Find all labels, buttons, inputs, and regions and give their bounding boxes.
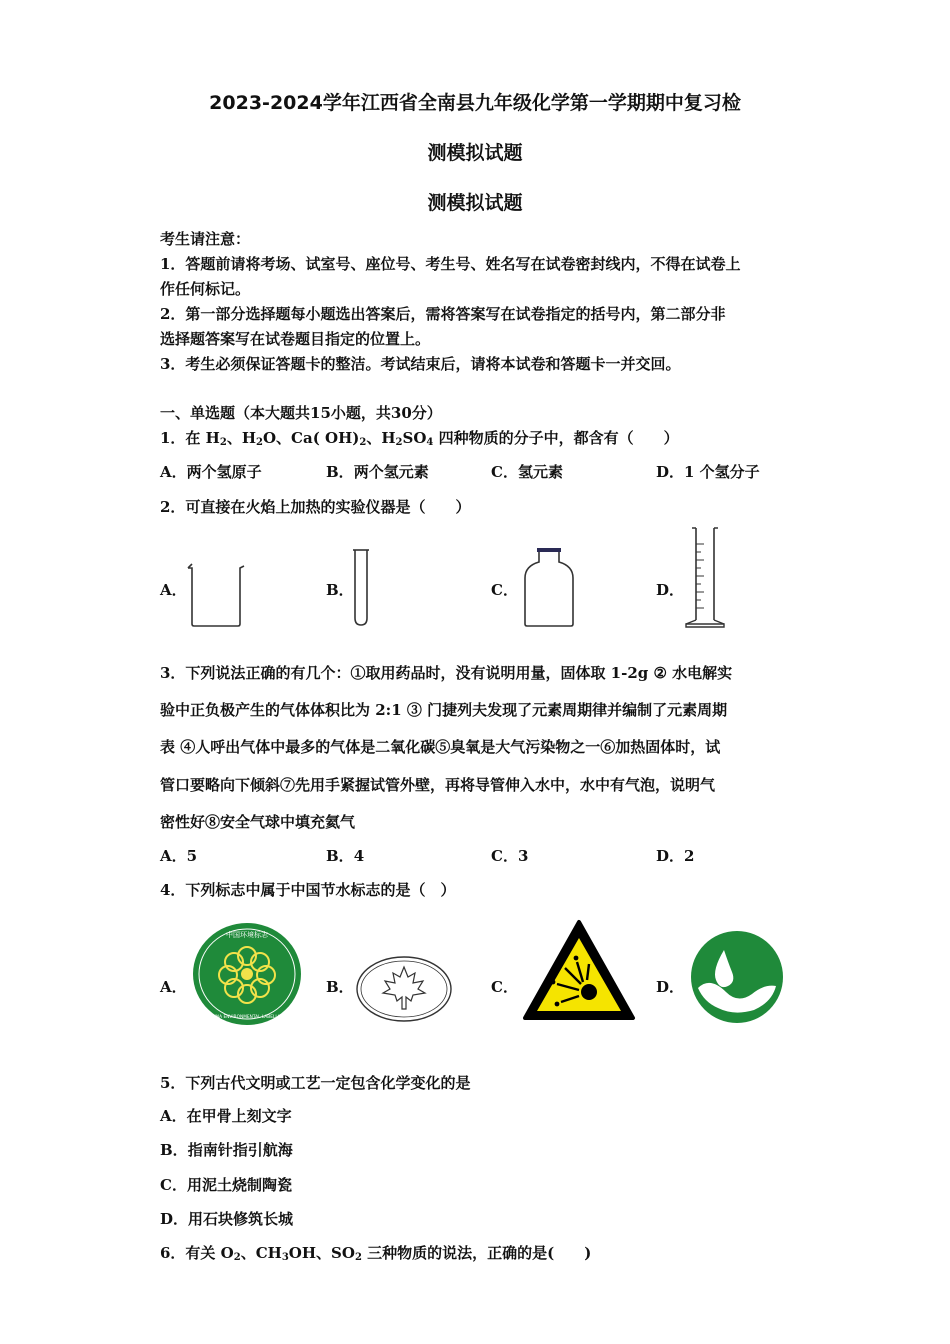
question-5-option-d[interactable]: D．用石块修筑长城 [160,1210,294,1228]
environmental-label-icon [192,922,302,1026]
question-2-label-c[interactable]: C． [491,581,518,599]
question-3-stem-line: 3．下列说法正确的有几个：①取用药品时，没有说明用量，固体取 1-2g ② 水电解实 [160,664,733,682]
question-2-label-d[interactable]: D． [656,581,685,599]
question-4-label-d[interactable]: D． [656,978,685,996]
section-heading: 一、单选题（本大题共15小题，共30分） [160,404,442,422]
question-2-label-a[interactable]: A． [160,581,187,599]
graduated-cylinder-icon [684,526,726,630]
question-5-option-a[interactable]: A．在甲骨上刻文字 [160,1107,292,1125]
question-3-option-a[interactable]: A．5 [160,847,198,865]
notice-item: 选择题答案写在试卷题目指定的位置上。 [160,330,431,348]
question-4-stem: 4．下列标志中属于中国节水标志的是（ ） [160,881,456,899]
exam-title-line3: 测模拟试题 [427,192,523,214]
question-6-stem: 6．有关 $O_2$、$CH_3OH$、$SO_2$ 三种物质的说法，正确的是( ) [160,1244,592,1263]
question-3-option-b[interactable]: B．4 [326,847,365,865]
notice-item: 2．第一部分选择题每小题选出答案后，需将答案写在试卷指定的括号内，第二部分非 [160,305,726,323]
question-3-stem-line: 密性好⑧安全气球中填充氦气 [160,813,356,831]
question-1-option-d[interactable]: D．1 个氢分子 [656,463,760,481]
beaker-icon [186,562,246,628]
notice-item: 作任何标记。 [160,280,251,298]
environmental-label-text: 中国环境标志 [226,931,268,939]
question-4-label-a[interactable]: A． [160,978,187,996]
question-1-stem: 1．在 $H_2$、$H_2O$、Ca( $OH)_2$、$H_2SO_4$ 四种物质的分子中，都含有（ ） [160,429,679,448]
question-1-option-c[interactable]: C．氢元素 [491,463,563,481]
question-3-stem-line: 管口要略向下倾斜⑦先用手紧握试管外壁，再将导管伸入水中，水中有气泡，说明气 [160,776,716,794]
water-saving-icon [690,930,784,1024]
test-tube-icon [351,548,371,628]
reagent-bottle-icon [521,546,577,628]
question-3-option-d[interactable]: D．2 [656,847,695,865]
question-5-stem: 5．下列古代文明或工艺一定包含化学变化的是 [160,1074,471,1092]
question-1-option-a[interactable]: A．两个氢原子 [160,463,262,481]
explosive-warning-icon [521,918,637,1024]
question-2-stem: 2．可直接在火焰上加热的实验仪器是（ ） [160,498,471,516]
notice-heading: 考生请注意： [160,230,251,248]
notice-item: 3．考生必须保证答题卡的整洁。考试结束后，请将本试卷和答题卡一并交回。 [160,355,681,373]
question-5-option-b[interactable]: B．指南针指引航海 [160,1141,293,1159]
question-5-option-c[interactable]: C．用泥土烧制陶瓷 [160,1176,292,1194]
exam-title-line1: 2023-2024学年江西省全南县九年级化学第一学期期中复习检 [209,92,741,114]
question-4-label-b[interactable]: B． [326,978,354,996]
question-2-label-b[interactable]: B． [326,581,354,599]
exam-title-line2: 测模拟试题 [427,142,523,164]
question-3-option-c[interactable]: C．3 [491,847,529,865]
maple-leaf-icon [355,955,453,1023]
notice-item: 1．答题前请将考场、试室号、座位号、考生号、姓名写在试卷密封线内，不得在试卷上 [160,255,741,273]
question-4-label-c[interactable]: C． [491,978,518,996]
question-1-option-b[interactable]: B．两个氢元素 [326,463,429,481]
question-3-stem-line: 验中正负极产生的气体体积比为 2:1 ③ 门捷列夫发现了元素周期律并编制了元素周期 [160,701,728,719]
environmental-label-text-en: CHINA ENVIRONMENTAL LABELLING [208,1015,286,1020]
question-3-stem-line: 表 ④人呼出气体中最多的气体是二氧化碳⑤臭氧是大气污染物之一⑥加热固体时，试 [160,738,721,756]
